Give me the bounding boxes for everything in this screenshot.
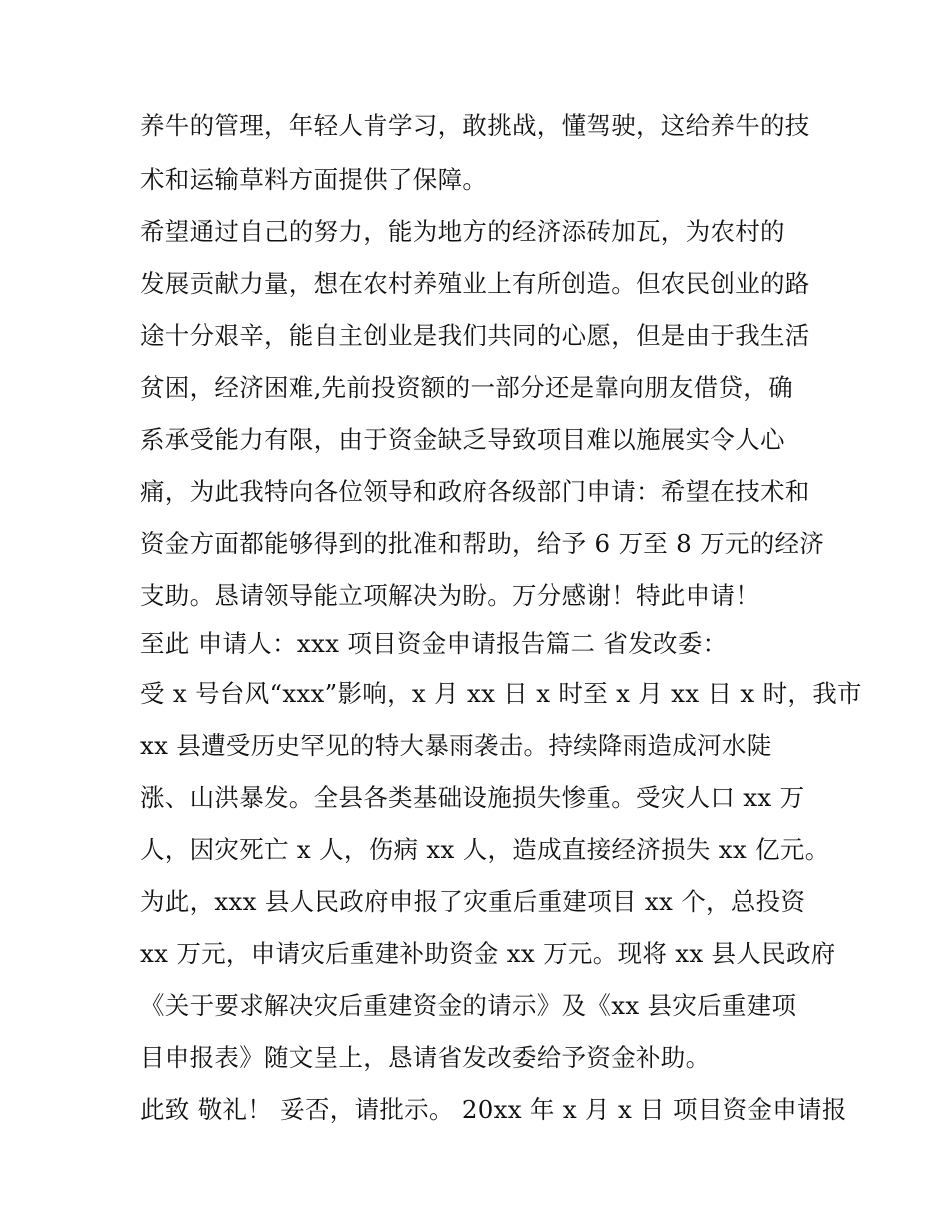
text-line: 受 x 号台风“xxx”影响，x 月 xx 日 x 时至 x 月 xx 日 x 时，我市 bbox=[140, 679, 862, 708]
text-line: 此致 敬礼！ 妥否，请批示。 20xx 年 x 月 x 日 项目资金申请报 bbox=[140, 1095, 847, 1124]
text-line: 系承受能力有限，由于资金缺乏导致项目难以施展实令人心 bbox=[140, 425, 785, 454]
text-line: 资金方面都能够得到的批准和帮助，给予 6 万至 8 万元的经济 bbox=[140, 529, 825, 558]
text-line: 涨、山洪暴发。全县各类基础设施损失惨重。受灾人口 xx 万 bbox=[140, 783, 805, 812]
text-line: 贫困，经济困难,先前投资额的一部分还是靠向朋友借贷，确 bbox=[140, 373, 793, 402]
text-line: 术和运输草料方面提供了保障。 bbox=[140, 165, 488, 194]
text-line: 发展贡献力量，想在农村养殖业上有所创造。但农民创业的路 bbox=[140, 269, 810, 298]
text-line: 目申报表》随文呈上，恳请省发改委给予资金补助。 bbox=[140, 1043, 711, 1072]
text-line: 痛，为此我特向各位领导和政府各级部门申请：希望在技术和 bbox=[140, 477, 810, 506]
text-line: 为此，xxx 县人民政府申报了灾重后重建项目 xx 个，总投资 bbox=[140, 887, 806, 916]
text-line: 养牛的管理，年轻人肯学习，敢挑战，懂驾驶，这给养牛的技 bbox=[140, 111, 810, 140]
text-line: 希望通过自己的努力，能为地方的经济添砖加瓦，为农村的 bbox=[140, 217, 785, 246]
text-line: 途十分艰辛，能自主创业是我们共同的心愿，但是由于我生活 bbox=[140, 321, 810, 350]
text-line: 至此 申请人：xxx 项目资金申请报告篇二 省发改委： bbox=[140, 629, 728, 658]
text-line: xx 万元，申请灾后重建补助资金 xx 万元。现将 xx 县人民政府 bbox=[140, 939, 836, 968]
text-line: 《关于要求解决灾后重建资金的请示》及《xx 县灾后重建项 bbox=[140, 991, 797, 1020]
text-line: 人，因灾死亡 x 人，伤病 xx 人，造成直接经济损失 xx 亿元。 bbox=[140, 835, 830, 864]
text-line: 支助。恳请领导能立项解决为盼。万分感谢！特此申请！ bbox=[140, 581, 760, 610]
text-line: xx 县遭受历史罕见的特大暴雨袭击。持续降雨造成河水陡 bbox=[140, 731, 772, 760]
